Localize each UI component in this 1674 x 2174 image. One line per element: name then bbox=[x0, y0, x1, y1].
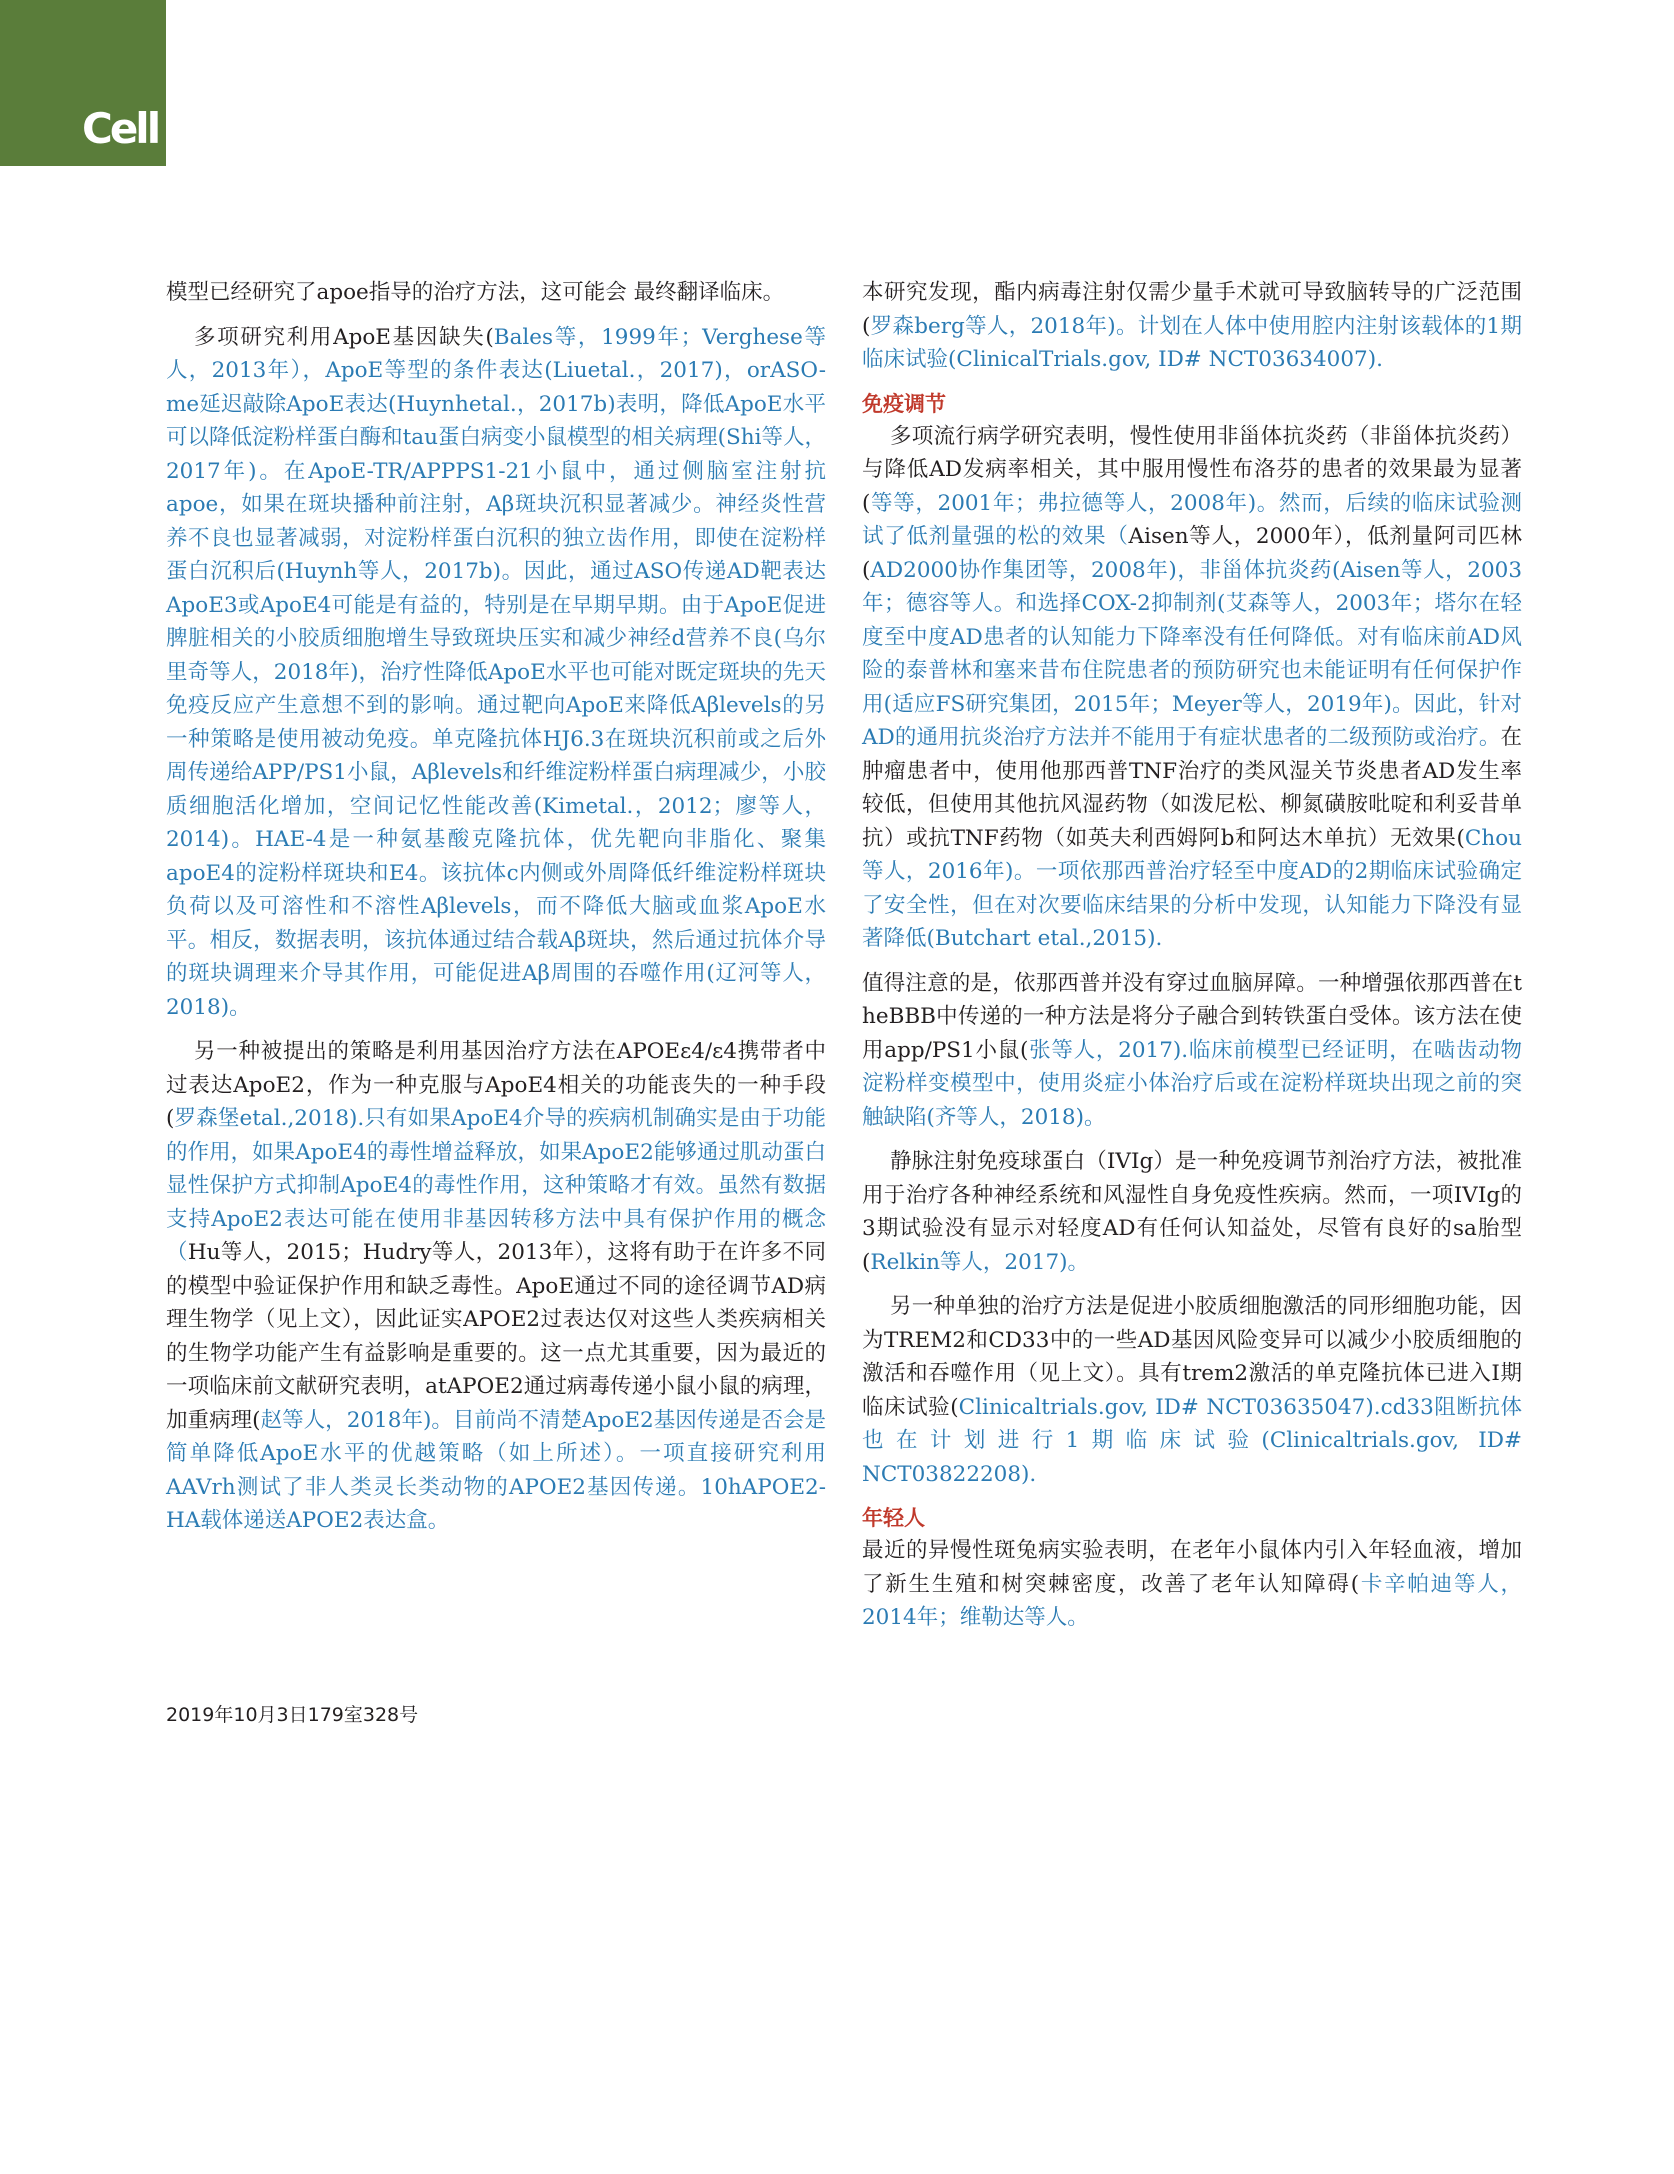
citation-link[interactable]: Relkin等人，2017)。 bbox=[870, 1249, 1090, 1275]
body-paragraph bbox=[862, 1534, 1522, 1635]
body-paragraph bbox=[166, 321, 826, 1025]
body-paragraph bbox=[862, 420, 1522, 956]
body-text: 本研究发现，酯内病毒注射仅需少量手术就可导致脑转导的广泛范围( bbox=[862, 280, 1522, 339]
body-paragraph bbox=[862, 276, 1522, 377]
body-paragraph bbox=[862, 967, 1522, 1135]
body-paragraph bbox=[862, 1145, 1522, 1279]
citation-link[interactable]: AD2000协作集团等，2008年)，非甾体抗炎药(Aisen等人，2003年；德容等人。和选择COX-2抑制剂(艾森等人，2003年；塔尔在轻度至中度AD患者的认知能力下降率没有任何降低。对有临床前AD风险的泰普林和塞来昔布住院患者的预防研究也未能证明有任何保护作用(适应FS研究集团，2015年；Meyer等人，2019年)。因此，针对AD的通用抗炎治疗方法并不能用于有症状患者的二级预防或治疗。 bbox=[862, 557, 1522, 750]
citation-link[interactable]: Bales等，1999年；Verghese等人，2013年），ApoE等型的条件表达(Liuetal.，2017)，orASO-me延迟敲除ApoE表达(Huynhetal.，2017b)表明，降低ApoE水平可以降低淀粉样蛋白酶和tau蛋白病变小鼠模型的相关病理(Shi等人，2017年)。在ApoE-TR/APPPS1-21小鼠中，通过侧脑室注射抗apoe，如果在斑块播种前注射，Aβ斑块沉积显著减少。神经炎性营养不良也显著减弱，对淀粉样蛋白沉积的独立齿作用，即使在淀粉样蛋白沉积后(Huynh等人，2017b)。因此，通过ASO传递AD靶表达ApoE3或ApoE4可能是有益的，特别是在早期早期。由于ApoE促进脾脏相关的小胶质细胞增生导致斑块压实和减少神经d营养不良(乌尔里奇等人，2018年)，治疗性降低ApoE水平也可能对既定斑块的先天免疫反应产生意想不到的影响。通过靶向ApoE来降低Aβlevels的另一种策略是使用被动免疫。单克隆抗体HJ6.3在斑块沉积前或之后外周传递给APP/PS1小鼠，Aβlevels和纤维淀粉样蛋白病理减少，小胶质细胞活化增加，空间记忆性能改善(Kimetal.，2012；廖等人，2014)。HAE-4是一种氨基酸克隆抗体，优先靶向非脂化、聚集apoE4的淀粉样斑块和E4。该抗体c内侧或外周降低纤维淀粉样斑块负荷以及可溶性和不溶性Aβlevels，而不降低大脑或血浆ApoE水平。相反，数据表明，该抗体通过结合载Aβ斑块，然后通过抗体介导的斑块调理来介导其作用，可能促进Aβ周围的吞噬作用(辽河等人，2018)。 bbox=[166, 324, 826, 1020]
body-text: 多项流行病学研究表明，慢性使用非甾体抗炎药（非甾体抗炎药）与降低AD发病率相关，其中服用慢性布洛芬的患者的效果最为显著( bbox=[862, 423, 1522, 516]
citation-link[interactable]: 卡辛帕迪等人，2014年；维勒达等人。 bbox=[862, 1571, 1522, 1630]
left-column bbox=[166, 276, 826, 1549]
body-paragraph bbox=[166, 276, 826, 310]
citation-link[interactable]: 张等人，2017).临床前模型已经证明，在啮齿动物淀粉样变模型中，使用炎症小体治疗后或在淀粉样斑块出现之前的突触缺陷(齐等人，2018)。 bbox=[862, 1037, 1522, 1130]
body-text: 另一种被提出的策略是利用基因治疗方法在APOEε4/ε4携带者中过表达ApoE2，作为一种克服与ApoE4相关的功能丧失的一种手段( bbox=[166, 1039, 826, 1131]
citation-link[interactable]: Chou等人，2016年)。一项依那西普治疗轻至中度AD的2期临床试验确定了安全性，但在对次要临床结果的分析中发现，认知能力下降没有显著降低(Butchart etal.,2015). bbox=[862, 825, 1522, 951]
right-column bbox=[862, 276, 1522, 1646]
body-text: 最近的异慢性斑兔病实验表明，在老年小鼠体内引入年轻血液，增加了新生生殖和树突棘密度，改善了老年认知障碍( bbox=[862, 1538, 1522, 1597]
citation-link[interactable]: Clinicaltrials.gov, ID# NCT03635047).cd33阻断抗体也在计划进行1期临床试验(Clinicaltrials.gov, ID# NCT03822208). bbox=[862, 1394, 1522, 1487]
section-heading: 免疫调节 bbox=[862, 391, 946, 416]
body-text: 值得注意的是，依那西普并没有穿过血脑屏障。一种增强依那西普在t heBBB中传递的一种方法是将分子融合到转铁蛋白受体。该方法在使用app/PS1小鼠( bbox=[862, 970, 1522, 1063]
body-text: 多项研究利用ApoE基因缺失( bbox=[194, 324, 494, 350]
body-text: 静脉注射免疫球蛋白（IVIg）是一种免疫调节剂治疗方法，被批准用于治疗各种神经系统和风湿性自身免疫性疾病。然而，一项IVIg的3期试验没有显示对轻度AD有任何认知益处，尽管有良好的sa胎型( bbox=[862, 1149, 1522, 1275]
body-text: Hu等人，2015；Hudry等人，2013年），这将有助于在许多不同的模型中验证保护作用和缺乏毒性。ApoE通过不同的途径调节AD病理生物学（见上文），因此证实APOE2过表达仅对这些人类疾病相关的生物学功能产生有益影响是重要的。这一点尤其重要，因为最近的一项临床前文献研究表明，atAPOE2通过病毒传递小鼠小鼠的病理，加重病理( bbox=[166, 1240, 826, 1433]
body-text: 模型已经研究了apoe指导的治疗方法，这可能会 最终翻译临床。 bbox=[166, 280, 785, 305]
citation-link[interactable]: 罗森堡etal.,2018).只有如果ApoE4介导的疾病机制确实是由于功能的作用，如果ApoE4的毒性增益释放，如果ApoE2能够通过肌动蛋白显性保护方式抑制ApoE4的毒性作用，这种策略才有效。虽然有数据支持ApoE2表达可能在使用非基因转移方法中具有保护作用的概念（ bbox=[166, 1106, 826, 1265]
citation-link[interactable]: 赵等人，2018年)。目前尚不清楚ApoE2基因传递是否会是简单降低ApoE水平的优越策略（如上所述）。一项直接研究利用AAVrh测试了非人类灵长类动物的APOE2基因传递。10hAPOE2-HA载体递送APOE2表达盒。 bbox=[166, 1407, 827, 1533]
body-text: 在肿瘤患者中，使用他那西普TNF治疗的类风湿关节炎患者AD发生率较低，但使用其他抗风湿药物（如泼尼松、柳氮磺胺吡啶和利妥昔单抗）或抗TNF药物（如英夫利西姆阿b和阿达木单抗）无效果( bbox=[862, 725, 1522, 851]
body-paragraph bbox=[862, 1290, 1522, 1491]
page-footer: 2019年10月3日179室328号 bbox=[166, 1704, 419, 1726]
citation-link[interactable]: 等等，2001年；弗拉德等人，2008年)。然而，后续的临床试验测试了低剂量强的松的效果（ bbox=[862, 490, 1522, 549]
citation-link[interactable]: 罗森berg等人，2018年)。计划在人体中使用腔内注射该载体的1期临床试验(ClinicalTrials.gov, ID# NCT03634007). bbox=[862, 313, 1522, 372]
section-heading: 年轻人 bbox=[862, 1506, 925, 1530]
body-text: 另一种单独的治疗方法是促进小胶质细胞激活的同形细胞功能，因为TREM2和CD33中的一些AD基因风险变异可以减少小胶质细胞的激活和吞噬作用（见上文）。具有trem2激活的单克隆抗体已进入I期临床试验( bbox=[862, 1294, 1522, 1420]
body-text: Aisen等人，2000年），低剂量阿司匹林( bbox=[862, 524, 1522, 583]
journal-logo: Cell bbox=[82, 104, 159, 153]
body-paragraph bbox=[166, 1035, 826, 1538]
